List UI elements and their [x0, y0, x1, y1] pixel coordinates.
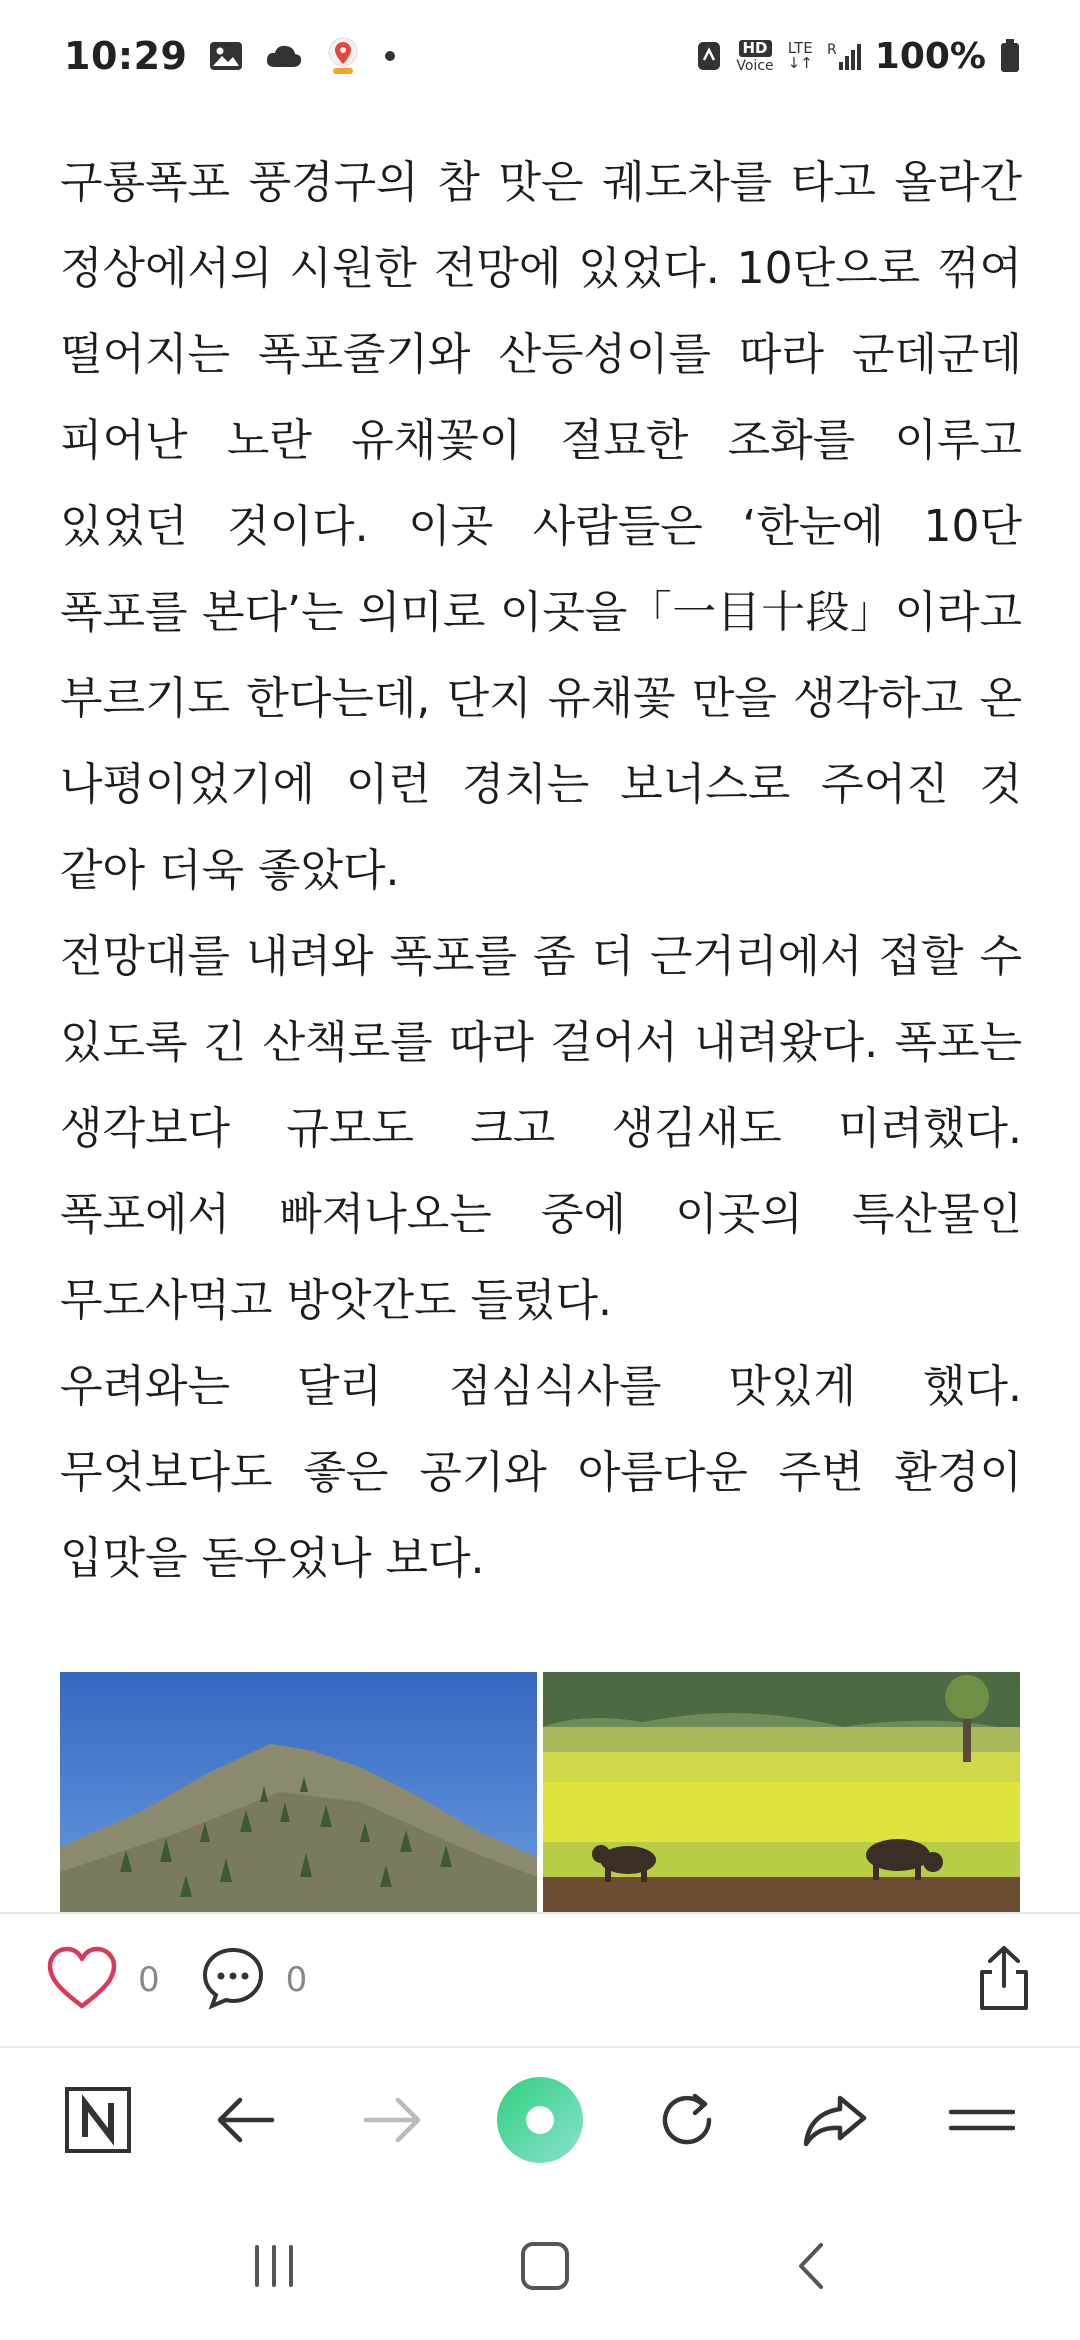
signal-icon [827, 40, 861, 72]
like-count: 0 [138, 1960, 160, 2000]
browser-toolbar [0, 2046, 1080, 2196]
chevron-left-icon [791, 2278, 831, 2297]
refresh-icon [655, 2088, 719, 2156]
recent-apps-button[interactable] [249, 2241, 299, 2295]
naver-home-button[interactable] [50, 2074, 146, 2170]
menu-button[interactable] [934, 2074, 1030, 2170]
comment-icon [200, 1945, 266, 2015]
green-dot-icon [495, 2075, 585, 2169]
article-paragraph: 우려와는 달리 점심식사를 맛있게 했다. 무엇보다도 좋은 공기와 아름다운 주변 환경이 입맛을 돋우었나 보다. [60, 1361, 1022, 1584]
photo-row [60, 1672, 1020, 1912]
article-body [60, 140, 1022, 1602]
svg-text:R: R [826, 42, 837, 58]
battery-percent: 100% [874, 35, 986, 77]
share-button[interactable] [787, 2074, 883, 2170]
data-arrows-icon: ↓↑ [787, 54, 813, 72]
system-back-button[interactable] [791, 2239, 831, 2297]
comment-count: 0 [285, 1960, 308, 2000]
hd-label: HD [739, 40, 772, 57]
cloud-icon [265, 43, 303, 69]
green-dot-button[interactable] [492, 2074, 588, 2170]
post-action-bar [0, 1912, 1080, 2046]
rapeseed-field-photo[interactable] [543, 1672, 1020, 1912]
article-paragraph: 구룡폭포 풍경구의 참 맛은 궤도차를 타고 올라간 정상에서의 시원한 전망에 있었다. 10단으로 꺾여 떨어지는 폭포줄기와 산등성이를 따라 군데군데 피어난 노란 유채꽃이 절묘한 조화를 이루고 있었던 것이다. 이곳 사람들은 ‘한눈에 10단 폭포를 본다’는 의미로 이곳을「一目十段」이라고 부르기도 한다는데, 단지 유채꽃 만을 생각하고 온 나평이었기에 이런 경치는 보너스로 주어진 것 같아 더욱 좋았다. [60, 157, 1022, 896]
recents-icon [249, 2276, 299, 2295]
location-app-icon [325, 36, 361, 76]
hd-voice-indicator [736, 40, 773, 73]
back-button[interactable] [197, 2074, 293, 2170]
arrow-left-icon [214, 2094, 276, 2150]
comment-button[interactable] [200, 1945, 308, 2015]
gallery-icon [209, 41, 243, 71]
nfc-icon [696, 40, 722, 72]
forward-button[interactable] [345, 2074, 441, 2170]
home-square-icon [518, 2278, 572, 2297]
hamburger-icon [949, 2100, 1015, 2144]
dot-icon [383, 49, 397, 63]
network-label: LTE [787, 39, 813, 57]
system-nav-bar [0, 2196, 1080, 2340]
voice-label: Voice [736, 57, 774, 74]
status-time: 10:29 [64, 34, 188, 78]
heart-icon [46, 1946, 118, 2014]
status-bar [0, 0, 1080, 112]
article-paragraph: 전망대를 내려와 폭포를 좀 더 근거리에서 접할 수 있도록 긴 산책로를 따라 걸어서 내려왔다. 폭포는 생각보다 규모도 크고 생김새도 미려했다. 폭포에서 빠져나오는 중에 이곳의 특산물인 무도사먹고 방앗간도 들렀다. [60, 931, 1022, 1326]
share-arrow-icon [802, 2092, 868, 2152]
like-button[interactable] [46, 1946, 160, 2014]
mountain-photo[interactable] [60, 1672, 537, 1912]
share-upload-icon [974, 1997, 1034, 2016]
lte-indicator [788, 41, 813, 71]
arrow-right-icon [362, 2094, 424, 2150]
share-post-button[interactable] [974, 1944, 1034, 2016]
naver-n-icon [63, 2085, 133, 2159]
battery-icon [1000, 39, 1020, 73]
home-button[interactable] [518, 2239, 572, 2297]
refresh-button[interactable] [639, 2074, 735, 2170]
